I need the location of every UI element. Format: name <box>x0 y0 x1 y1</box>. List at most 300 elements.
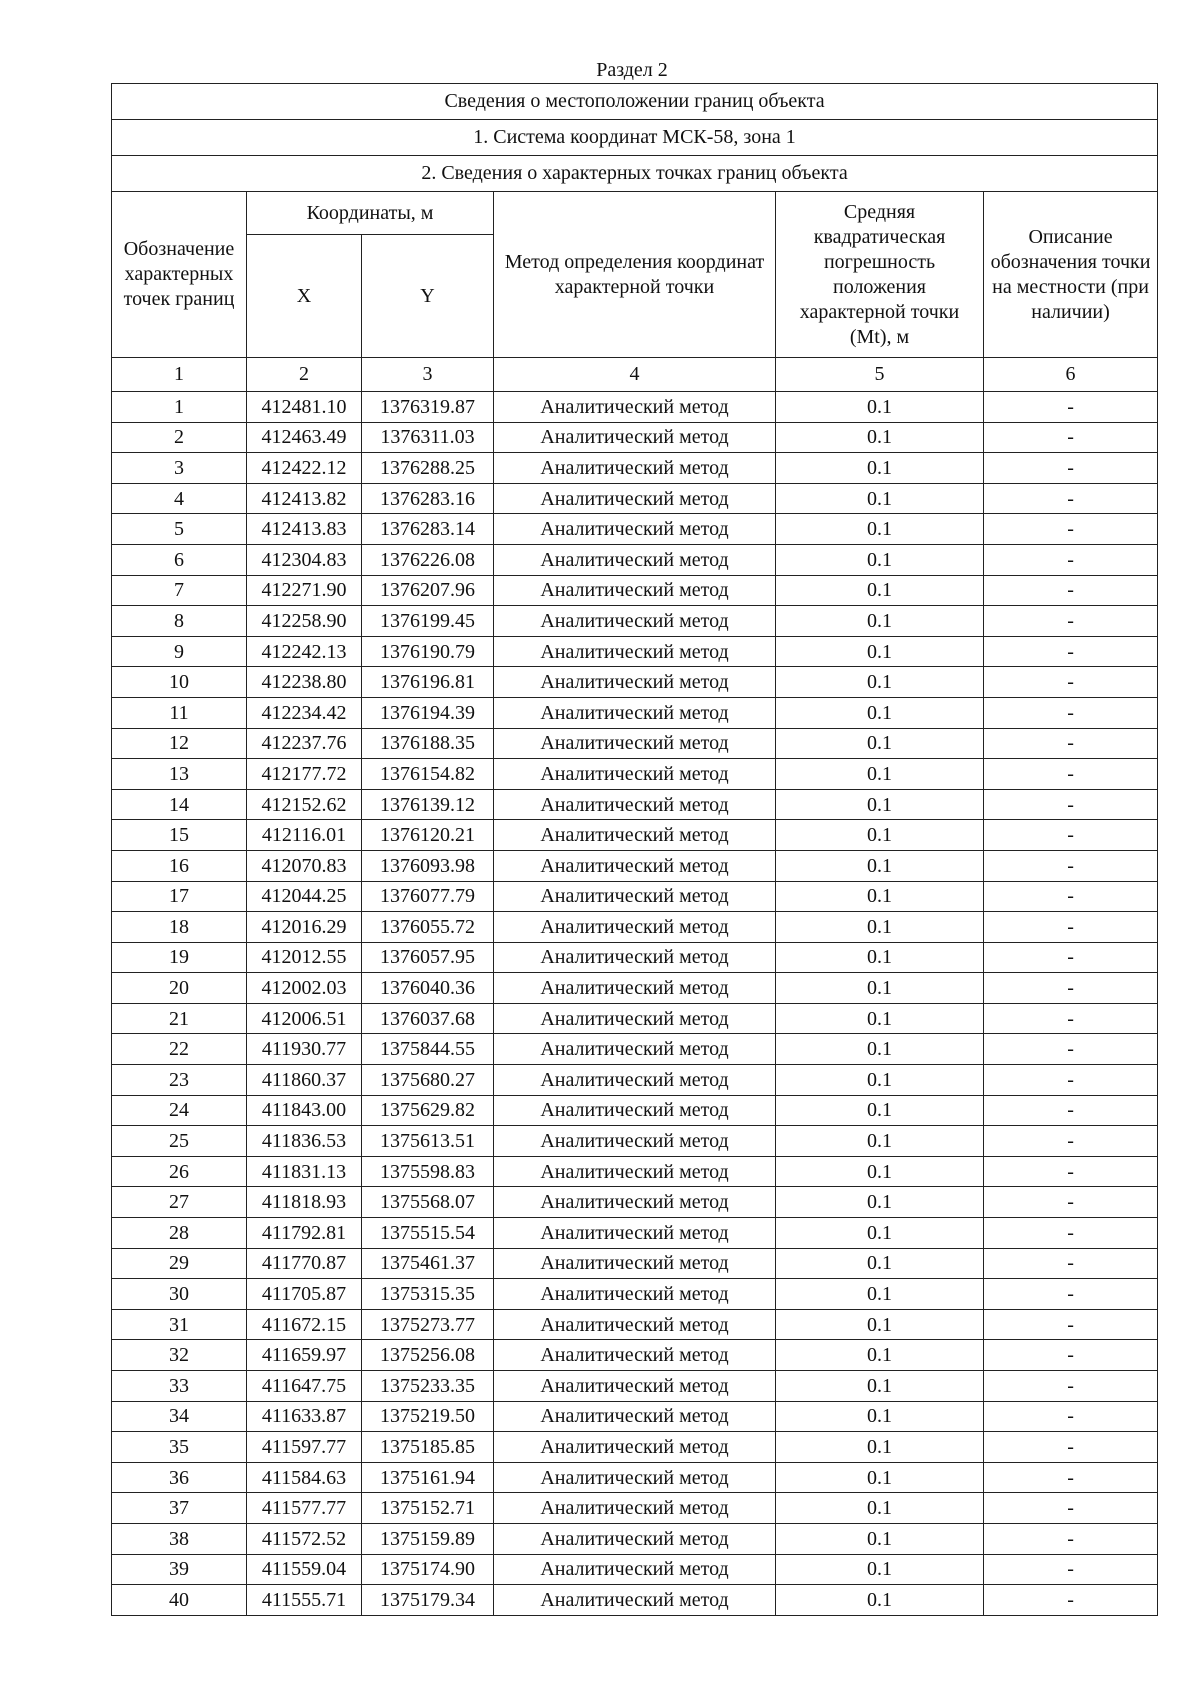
method-cell: Аналитический метод <box>494 1585 776 1616</box>
x-coordinate-cell: 411818.93 <box>247 1187 362 1218</box>
error-cell: 0.1 <box>776 1401 984 1432</box>
x-coordinate-cell: 412238.80 <box>247 667 362 698</box>
point-number-cell: 13 <box>112 759 247 790</box>
y-coordinate-cell: 1375629.82 <box>362 1095 494 1126</box>
x-coordinate-cell: 412044.25 <box>247 881 362 912</box>
description-cell: - <box>984 667 1158 698</box>
point-number-cell: 34 <box>112 1401 247 1432</box>
y-coordinate-cell: 1376190.79 <box>362 636 494 667</box>
x-coordinate-cell: 411559.04 <box>247 1554 362 1585</box>
y-coordinate-cell: 1376207.96 <box>362 575 494 606</box>
table-row <box>112 1095 1158 1126</box>
point-number-cell: 22 <box>112 1034 247 1065</box>
method-cell: Аналитический метод <box>494 1340 776 1371</box>
method-cell: Аналитический метод <box>494 1309 776 1340</box>
description-cell: - <box>984 1187 1158 1218</box>
description-cell: - <box>984 422 1158 453</box>
y-coordinate-cell: 1375219.50 <box>362 1401 494 1432</box>
description-cell: - <box>984 1585 1158 1616</box>
error-cell: 0.1 <box>776 1523 984 1554</box>
y-coordinate-cell: 1375598.83 <box>362 1156 494 1187</box>
error-cell: 0.1 <box>776 1585 984 1616</box>
x-coordinate-cell: 411843.00 <box>247 1095 362 1126</box>
method-cell: Аналитический метод <box>494 759 776 790</box>
error-cell: 0.1 <box>776 697 984 728</box>
x-coordinate-cell: 411584.63 <box>247 1462 362 1493</box>
header-coordinates: Координаты, м <box>247 192 494 235</box>
table-row <box>112 1003 1158 1034</box>
description-cell: - <box>984 1095 1158 1126</box>
x-coordinate-cell: 412016.29 <box>247 912 362 943</box>
error-cell: 0.1 <box>776 1126 984 1157</box>
table-row <box>112 453 1158 484</box>
point-number-cell: 7 <box>112 575 247 606</box>
x-coordinate-cell: 411597.77 <box>247 1432 362 1463</box>
x-coordinate-cell: 411705.87 <box>247 1279 362 1310</box>
error-cell: 0.1 <box>776 667 984 698</box>
table-row <box>112 1156 1158 1187</box>
x-coordinate-cell: 412152.62 <box>247 789 362 820</box>
error-cell: 0.1 <box>776 606 984 637</box>
method-cell: Аналитический метод <box>494 1279 776 1310</box>
x-coordinate-cell: 412481.10 <box>247 392 362 423</box>
points-banner: 2. Сведения о характерных точках границ объекта <box>112 156 1158 192</box>
method-cell: Аналитический метод <box>494 1187 776 1218</box>
table-row <box>112 697 1158 728</box>
column-number: 5 <box>776 358 984 392</box>
error-cell: 0.1 <box>776 1095 984 1126</box>
description-cell: - <box>984 759 1158 790</box>
error-cell: 0.1 <box>776 544 984 575</box>
description-cell: - <box>984 1309 1158 1340</box>
x-coordinate-cell: 412002.03 <box>247 973 362 1004</box>
x-coordinate-cell: 411633.87 <box>247 1401 362 1432</box>
header-description: Описание обозначения точки на местности (при наличии) <box>984 192 1158 358</box>
error-cell: 0.1 <box>776 392 984 423</box>
method-cell: Аналитический метод <box>494 973 776 1004</box>
y-coordinate-cell: 1375159.89 <box>362 1523 494 1554</box>
column-number: 4 <box>494 358 776 392</box>
method-cell: Аналитический метод <box>494 1248 776 1279</box>
description-cell: - <box>984 942 1158 973</box>
description-cell: - <box>984 973 1158 1004</box>
x-coordinate-cell: 412006.51 <box>247 1003 362 1034</box>
y-coordinate-cell: 1376194.39 <box>362 697 494 728</box>
error-cell: 0.1 <box>776 1279 984 1310</box>
point-number-cell: 25 <box>112 1126 247 1157</box>
table-row <box>112 575 1158 606</box>
error-cell: 0.1 <box>776 912 984 943</box>
table-row <box>112 1248 1158 1279</box>
y-coordinate-cell: 1376055.72 <box>362 912 494 943</box>
method-cell: Аналитический метод <box>494 850 776 881</box>
point-number-cell: 28 <box>112 1218 247 1249</box>
description-cell: - <box>984 514 1158 545</box>
error-cell: 0.1 <box>776 759 984 790</box>
x-coordinate-cell: 411672.15 <box>247 1309 362 1340</box>
error-cell: 0.1 <box>776 453 984 484</box>
point-number-cell: 12 <box>112 728 247 759</box>
table-row <box>112 636 1158 667</box>
method-cell: Аналитический метод <box>494 1493 776 1524</box>
table-row <box>112 912 1158 943</box>
method-cell: Аналитический метод <box>494 1003 776 1034</box>
x-coordinate-cell: 411572.52 <box>247 1523 362 1554</box>
y-coordinate-cell: 1375273.77 <box>362 1309 494 1340</box>
description-cell: - <box>984 1432 1158 1463</box>
method-cell: Аналитический метод <box>494 453 776 484</box>
x-coordinate-cell: 412070.83 <box>247 850 362 881</box>
description-cell: - <box>984 1401 1158 1432</box>
point-number-cell: 30 <box>112 1279 247 1310</box>
x-coordinate-cell: 412258.90 <box>247 606 362 637</box>
method-cell: Аналитический метод <box>494 697 776 728</box>
header-error: Средняя квадратическая погрешность положения характерной точки (Mt), м <box>776 192 984 358</box>
y-coordinate-cell: 1376040.36 <box>362 973 494 1004</box>
error-cell: 0.1 <box>776 1462 984 1493</box>
y-coordinate-cell: 1376226.08 <box>362 544 494 575</box>
table-row <box>112 789 1158 820</box>
point-number-cell: 17 <box>112 881 247 912</box>
y-coordinate-cell: 1376037.68 <box>362 1003 494 1034</box>
error-cell: 0.1 <box>776 1371 984 1402</box>
point-number-cell: 37 <box>112 1493 247 1524</box>
point-number-cell: 3 <box>112 453 247 484</box>
table-row <box>112 1279 1158 1310</box>
description-cell: - <box>984 820 1158 851</box>
method-cell: Аналитический метод <box>494 483 776 514</box>
error-cell: 0.1 <box>776 575 984 606</box>
point-number-cell: 35 <box>112 1432 247 1463</box>
error-cell: 0.1 <box>776 1034 984 1065</box>
description-cell: - <box>984 850 1158 881</box>
table-row <box>112 1065 1158 1096</box>
table-row <box>112 1340 1158 1371</box>
table-row <box>112 1432 1158 1463</box>
error-cell: 0.1 <box>776 1003 984 1034</box>
y-coordinate-cell: 1376311.03 <box>362 422 494 453</box>
y-coordinate-cell: 1375256.08 <box>362 1340 494 1371</box>
description-cell: - <box>984 1218 1158 1249</box>
y-coordinate-cell: 1376196.81 <box>362 667 494 698</box>
x-coordinate-cell: 412413.82 <box>247 483 362 514</box>
point-number-cell: 24 <box>112 1095 247 1126</box>
point-number-cell: 39 <box>112 1554 247 1585</box>
method-cell: Аналитический метод <box>494 1554 776 1585</box>
error-cell: 0.1 <box>776 973 984 1004</box>
method-cell: Аналитический метод <box>494 1156 776 1187</box>
x-coordinate-cell: 412422.12 <box>247 453 362 484</box>
x-coordinate-cell: 412242.13 <box>247 636 362 667</box>
error-cell: 0.1 <box>776 422 984 453</box>
x-coordinate-cell: 412271.90 <box>247 575 362 606</box>
error-cell: 0.1 <box>776 1218 984 1249</box>
x-coordinate-cell: 411770.87 <box>247 1248 362 1279</box>
boundary-points-table <box>111 83 1158 1616</box>
x-coordinate-cell: 411659.97 <box>247 1340 362 1371</box>
point-number-cell: 16 <box>112 850 247 881</box>
x-coordinate-cell: 412237.76 <box>247 728 362 759</box>
error-cell: 0.1 <box>776 1493 984 1524</box>
y-coordinate-cell: 1376077.79 <box>362 881 494 912</box>
description-cell: - <box>984 1462 1158 1493</box>
method-cell: Аналитический метод <box>494 575 776 606</box>
description-cell: - <box>984 575 1158 606</box>
method-cell: Аналитический метод <box>494 1401 776 1432</box>
method-cell: Аналитический метод <box>494 514 776 545</box>
method-cell: Аналитический метод <box>494 820 776 851</box>
section-title: Раздел 2 <box>596 59 668 81</box>
x-coordinate-cell: 412304.83 <box>247 544 362 575</box>
table-row <box>112 820 1158 851</box>
column-number: 1 <box>112 358 247 392</box>
method-cell: Аналитический метод <box>494 942 776 973</box>
point-number-cell: 27 <box>112 1187 247 1218</box>
point-number-cell: 38 <box>112 1523 247 1554</box>
error-cell: 0.1 <box>776 820 984 851</box>
table-row <box>112 483 1158 514</box>
x-coordinate-cell: 411577.77 <box>247 1493 362 1524</box>
table-row <box>112 1554 1158 1585</box>
error-cell: 0.1 <box>776 881 984 912</box>
table-row <box>112 1218 1158 1249</box>
point-number-cell: 19 <box>112 942 247 973</box>
column-number: 2 <box>247 358 362 392</box>
point-number-cell: 20 <box>112 973 247 1004</box>
method-cell: Аналитический метод <box>494 1126 776 1157</box>
x-coordinate-cell: 411792.81 <box>247 1218 362 1249</box>
table-row <box>112 1371 1158 1402</box>
method-cell: Аналитический метод <box>494 1523 776 1554</box>
y-coordinate-cell: 1376139.12 <box>362 789 494 820</box>
method-cell: Аналитический метод <box>494 1462 776 1493</box>
y-coordinate-cell: 1376288.25 <box>362 453 494 484</box>
method-cell: Аналитический метод <box>494 1065 776 1096</box>
description-cell: - <box>984 453 1158 484</box>
y-coordinate-cell: 1375568.07 <box>362 1187 494 1218</box>
point-number-cell: 36 <box>112 1462 247 1493</box>
y-coordinate-cell: 1375844.55 <box>362 1034 494 1065</box>
x-coordinate-cell: 412012.55 <box>247 942 362 973</box>
y-coordinate-cell: 1375613.51 <box>362 1126 494 1157</box>
description-cell: - <box>984 1493 1158 1524</box>
point-number-cell: 18 <box>112 912 247 943</box>
method-cell: Аналитический метод <box>494 422 776 453</box>
y-coordinate-cell: 1375179.34 <box>362 1585 494 1616</box>
table-row <box>112 973 1158 1004</box>
header-point: Обозначение характерных точек границ <box>112 192 247 358</box>
table-row <box>112 544 1158 575</box>
y-coordinate-cell: 1376093.98 <box>362 850 494 881</box>
table-row <box>112 1493 1158 1524</box>
error-cell: 0.1 <box>776 636 984 667</box>
point-number-cell: 33 <box>112 1371 247 1402</box>
point-number-cell: 8 <box>112 606 247 637</box>
table-row <box>112 850 1158 881</box>
description-cell: - <box>984 1156 1158 1187</box>
description-cell: - <box>984 1340 1158 1371</box>
method-cell: Аналитический метод <box>494 1218 776 1249</box>
point-number-cell: 1 <box>112 392 247 423</box>
description-cell: - <box>984 697 1158 728</box>
error-cell: 0.1 <box>776 1187 984 1218</box>
description-cell: - <box>984 728 1158 759</box>
table-row <box>112 1034 1158 1065</box>
table-row <box>112 1462 1158 1493</box>
error-cell: 0.1 <box>776 483 984 514</box>
point-number-cell: 15 <box>112 820 247 851</box>
method-cell: Аналитический метод <box>494 912 776 943</box>
description-cell: - <box>984 1034 1158 1065</box>
description-cell: - <box>984 1248 1158 1279</box>
y-coordinate-cell: 1375185.85 <box>362 1432 494 1463</box>
y-coordinate-cell: 1375233.35 <box>362 1371 494 1402</box>
description-cell: - <box>984 606 1158 637</box>
point-number-cell: 4 <box>112 483 247 514</box>
description-cell: - <box>984 1554 1158 1585</box>
x-coordinate-cell: 411647.75 <box>247 1371 362 1402</box>
table-row <box>112 1126 1158 1157</box>
y-coordinate-cell: 1376057.95 <box>362 942 494 973</box>
description-cell: - <box>984 392 1158 423</box>
y-coordinate-cell: 1376188.35 <box>362 728 494 759</box>
point-number-cell: 31 <box>112 1309 247 1340</box>
point-number-cell: 2 <box>112 422 247 453</box>
point-number-cell: 9 <box>112 636 247 667</box>
column-number: 6 <box>984 358 1158 392</box>
error-cell: 0.1 <box>776 1156 984 1187</box>
error-cell: 0.1 <box>776 1340 984 1371</box>
method-cell: Аналитический метод <box>494 789 776 820</box>
table-row <box>112 422 1158 453</box>
header-x: X <box>247 235 362 358</box>
point-number-cell: 32 <box>112 1340 247 1371</box>
description-cell: - <box>984 912 1158 943</box>
y-coordinate-cell: 1376199.45 <box>362 606 494 637</box>
point-number-cell: 11 <box>112 697 247 728</box>
description-cell: - <box>984 1279 1158 1310</box>
method-cell: Аналитический метод <box>494 1034 776 1065</box>
table-row <box>112 942 1158 973</box>
table-row <box>112 881 1158 912</box>
points-table-body <box>112 392 1158 1616</box>
point-number-cell: 21 <box>112 1003 247 1034</box>
x-coordinate-cell: 411930.77 <box>247 1034 362 1065</box>
column-numbers-row <box>112 358 1158 392</box>
y-coordinate-cell: 1375315.35 <box>362 1279 494 1310</box>
method-cell: Аналитический метод <box>494 881 776 912</box>
point-number-cell: 26 <box>112 1156 247 1187</box>
description-cell: - <box>984 1371 1158 1402</box>
point-number-cell: 10 <box>112 667 247 698</box>
x-coordinate-cell: 412413.83 <box>247 514 362 545</box>
y-coordinate-cell: 1375174.90 <box>362 1554 494 1585</box>
table-row <box>112 1585 1158 1616</box>
x-coordinate-cell: 412116.01 <box>247 820 362 851</box>
y-coordinate-cell: 1376283.16 <box>362 483 494 514</box>
table-row <box>112 1187 1158 1218</box>
table-row <box>112 1309 1158 1340</box>
point-number-cell: 23 <box>112 1065 247 1096</box>
y-coordinate-cell: 1376154.82 <box>362 759 494 790</box>
description-cell: - <box>984 1003 1158 1034</box>
description-cell: - <box>984 636 1158 667</box>
point-number-cell: 5 <box>112 514 247 545</box>
description-cell: - <box>984 881 1158 912</box>
y-coordinate-cell: 1375680.27 <box>362 1065 494 1096</box>
table-row <box>112 392 1158 423</box>
error-cell: 0.1 <box>776 1248 984 1279</box>
table-row <box>112 606 1158 637</box>
x-coordinate-cell: 411860.37 <box>247 1065 362 1096</box>
method-cell: Аналитический метод <box>494 667 776 698</box>
table-row <box>112 728 1158 759</box>
error-cell: 0.1 <box>776 789 984 820</box>
description-cell: - <box>984 1523 1158 1554</box>
y-coordinate-cell: 1376319.87 <box>362 392 494 423</box>
column-number: 3 <box>362 358 494 392</box>
method-cell: Аналитический метод <box>494 1095 776 1126</box>
header-y: Y <box>362 235 494 358</box>
x-coordinate-cell: 411836.53 <box>247 1126 362 1157</box>
method-cell: Аналитический метод <box>494 392 776 423</box>
coordinate-system-banner: 1. Система координат МСК-58, зона 1 <box>112 120 1158 156</box>
point-number-cell: 6 <box>112 544 247 575</box>
description-cell: - <box>984 1065 1158 1096</box>
description-cell: - <box>984 544 1158 575</box>
error-cell: 0.1 <box>776 1065 984 1096</box>
x-coordinate-cell: 411555.71 <box>247 1585 362 1616</box>
x-coordinate-cell: 411831.13 <box>247 1156 362 1187</box>
x-coordinate-cell: 412234.42 <box>247 697 362 728</box>
description-cell: - <box>984 483 1158 514</box>
method-cell: Аналитический метод <box>494 544 776 575</box>
x-coordinate-cell: 412463.49 <box>247 422 362 453</box>
table-row <box>112 1401 1158 1432</box>
y-coordinate-cell: 1375152.71 <box>362 1493 494 1524</box>
error-cell: 0.1 <box>776 1554 984 1585</box>
table-row <box>112 1523 1158 1554</box>
description-cell: - <box>984 1126 1158 1157</box>
y-coordinate-cell: 1376283.14 <box>362 514 494 545</box>
error-cell: 0.1 <box>776 728 984 759</box>
error-cell: 0.1 <box>776 514 984 545</box>
error-cell: 0.1 <box>776 942 984 973</box>
table-row <box>112 759 1158 790</box>
y-coordinate-cell: 1375515.54 <box>362 1218 494 1249</box>
error-cell: 0.1 <box>776 1432 984 1463</box>
table-row <box>112 514 1158 545</box>
table-row <box>112 667 1158 698</box>
method-cell: Аналитический метод <box>494 1371 776 1402</box>
method-cell: Аналитический метод <box>494 606 776 637</box>
error-cell: 0.1 <box>776 1309 984 1340</box>
error-cell: 0.1 <box>776 850 984 881</box>
header-method: Метод определения координат характерной точки <box>494 192 776 358</box>
y-coordinate-cell: 1375461.37 <box>362 1248 494 1279</box>
method-cell: Аналитический метод <box>494 1432 776 1463</box>
description-cell: - <box>984 789 1158 820</box>
y-coordinate-cell: 1375161.94 <box>362 1462 494 1493</box>
y-coordinate-cell: 1376120.21 <box>362 820 494 851</box>
method-cell: Аналитический метод <box>494 636 776 667</box>
point-number-cell: 14 <box>112 789 247 820</box>
point-number-cell: 40 <box>112 1585 247 1616</box>
location-banner: Сведения о местоположении границ объекта <box>112 84 1158 120</box>
point-number-cell: 29 <box>112 1248 247 1279</box>
x-coordinate-cell: 412177.72 <box>247 759 362 790</box>
method-cell: Аналитический метод <box>494 728 776 759</box>
